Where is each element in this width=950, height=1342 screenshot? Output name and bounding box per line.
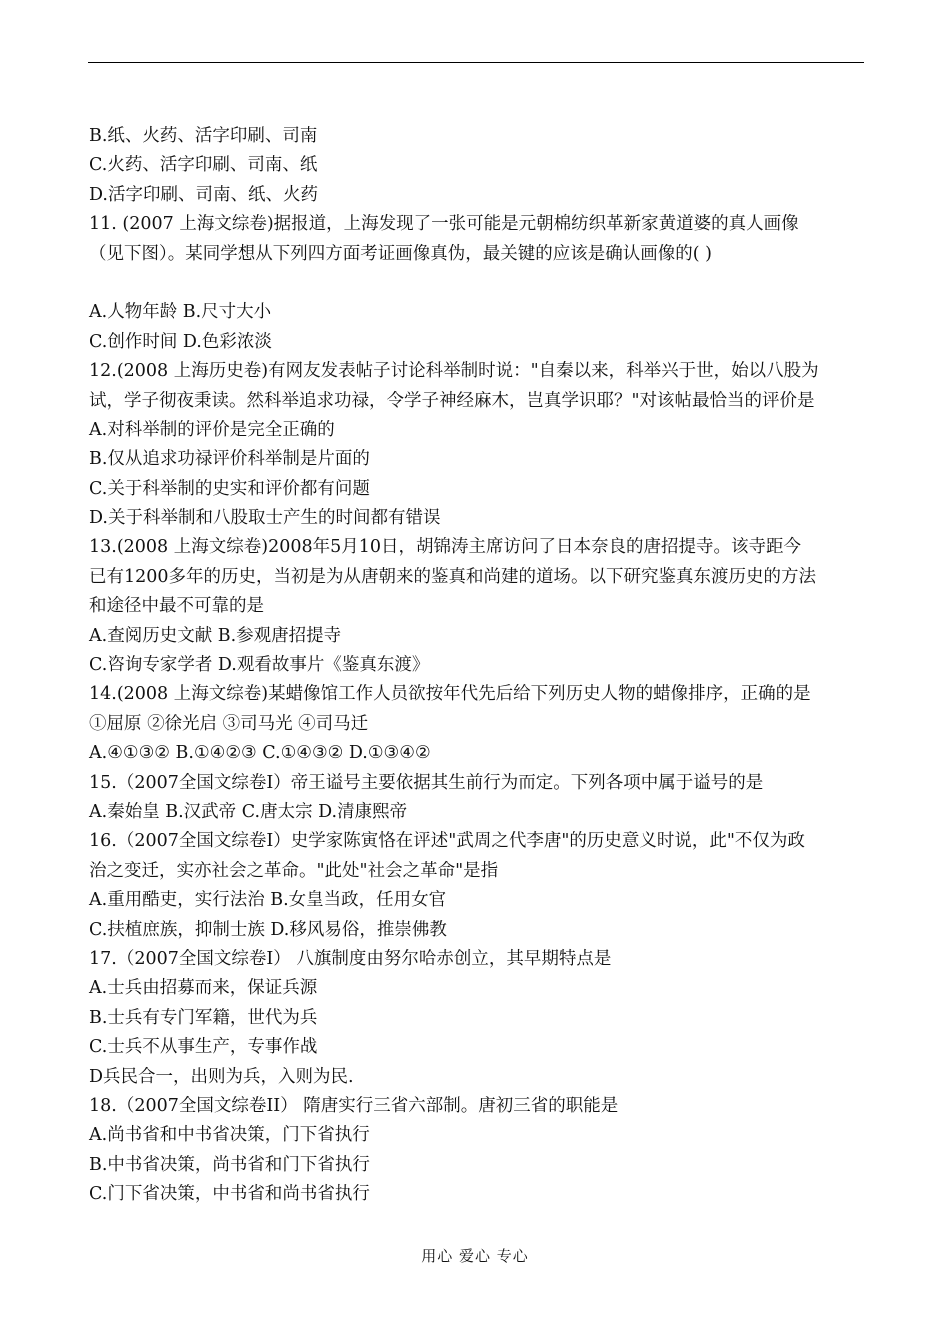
text-line: D.关于科举制和八股取士产生的时间都有错误 xyxy=(89,508,441,529)
text-line: 已有1200多年的历史，当初是为从唐朝来的鉴真和尚建的道场。以下研究鉴真东渡历史的方法 xyxy=(89,566,817,587)
text-line: B.士兵有专门军籍，世代为兵 xyxy=(89,1007,318,1028)
text-line: A.秦始皇 B.汉武帝 C.唐太宗 D.清康熙帝 xyxy=(89,801,408,822)
text-line: 16.（2007全国文综卷Ⅰ）史学家陈寅恪在评述"武周之代李唐"的历史意义时说，此"不仅为政 xyxy=(89,831,805,852)
text-line: D.活字印刷、司南、纸、火药 xyxy=(89,184,318,205)
text-line: A.对科举制的评价是完全正确的 xyxy=(89,419,335,440)
text-line: 17.（2007全国文综卷Ⅰ） 八旗制度由努尔哈赤创立，其早期特点是 xyxy=(89,948,612,969)
text-line: 15.（2007全国文综卷Ⅰ）帝王谥号主要依据其生前行为而定。下列各项中属于谥号的是 xyxy=(89,772,764,793)
text-line: B.仅从追求功禄评价科举制是片面的 xyxy=(89,449,370,470)
text-line: C.咨询专家学者 D.观看故事片《鉴真东渡》 xyxy=(89,655,430,676)
page-footer: 用心 爱心 专心 xyxy=(421,1247,529,1265)
text-line: A.士兵由招募而来，保证兵源 xyxy=(89,978,318,999)
text-line: 13.(2008 上海文综卷)2008年5月10日，胡锦涛主席访问了日本奈良的唐招提寺。该寺距今 xyxy=(89,537,802,558)
text-line: 12.(2008 上海历史卷)有网友发表帖子讨论科举制时说："自秦以来，科举兴于世，始以八股为 xyxy=(89,361,819,382)
text-line: C.扶植庶族，抑制士族 D.移风易俗，推崇佛教 xyxy=(89,919,447,940)
text-line: C.火药、活字印刷、司南、纸 xyxy=(89,155,318,176)
text-line: 14.(2008 上海文综卷)某蜡像馆工作人员欲按年代先后给下列历史人物的蜡像排序，正确的是 xyxy=(89,684,811,705)
text-line: D兵民合一，出则为兵，入则为民. xyxy=(89,1066,354,1087)
text-line: B.中书省决策，尚书省和门下省执行 xyxy=(89,1154,370,1175)
header-rule xyxy=(88,62,864,63)
text-line: 和途径中最不可靠的是 xyxy=(89,596,264,617)
blank-line xyxy=(89,269,869,298)
text-line: C.关于科举制的史实和评价都有问题 xyxy=(89,478,370,499)
text-line: A.重用酷吏，实行法治 B.女皇当政，任用女官 xyxy=(89,890,447,911)
text-line: A.尚书省和中书省决策，门下省执行 xyxy=(89,1125,370,1146)
text-line: A.④①③② B.①④②③ C.①④③② D.①③④② xyxy=(89,743,431,764)
text-line: C.门下省决策，中书省和尚书省执行 xyxy=(89,1184,370,1205)
question-list xyxy=(89,122,869,1209)
text-line: A.人物年龄 B.尺寸大小 xyxy=(89,302,272,323)
text-line: A.查阅历史文献 B.参观唐招提寺 xyxy=(89,625,342,646)
text-line: 试，学子彻夜秉读。然科举追求功禄，令学子神经麻木，岂真学识耶？"对该帖最恰当的评价是 xyxy=(89,390,815,411)
text-line: 11. (2007 上海文综卷)据报道，上海发现了一张可能是元朝棉纺织革新家黄道婆的真人画像 xyxy=(89,214,799,235)
text-line: ①屈原 ②徐光启 ③司马光 ④司马迁 xyxy=(89,713,369,734)
text-line: C.创作时间 D.色彩浓淡 xyxy=(89,331,272,352)
text-line: 治之变迁，实亦社会之革命。"此处"社会之革命"是指 xyxy=(89,860,499,881)
text-line: C.士兵不从事生产，专事作战 xyxy=(89,1037,318,1058)
text-line: 18.（2007全国文综卷II） 隋唐实行三省六部制。唐初三省的职能是 xyxy=(89,1095,619,1116)
text-line: （见下图）。某同学想从下列四方面考证画像真伪，最关键的应该是确认画像的( ) xyxy=(89,243,712,264)
text-line: B.纸、火药、活字印刷、司南 xyxy=(89,126,318,146)
